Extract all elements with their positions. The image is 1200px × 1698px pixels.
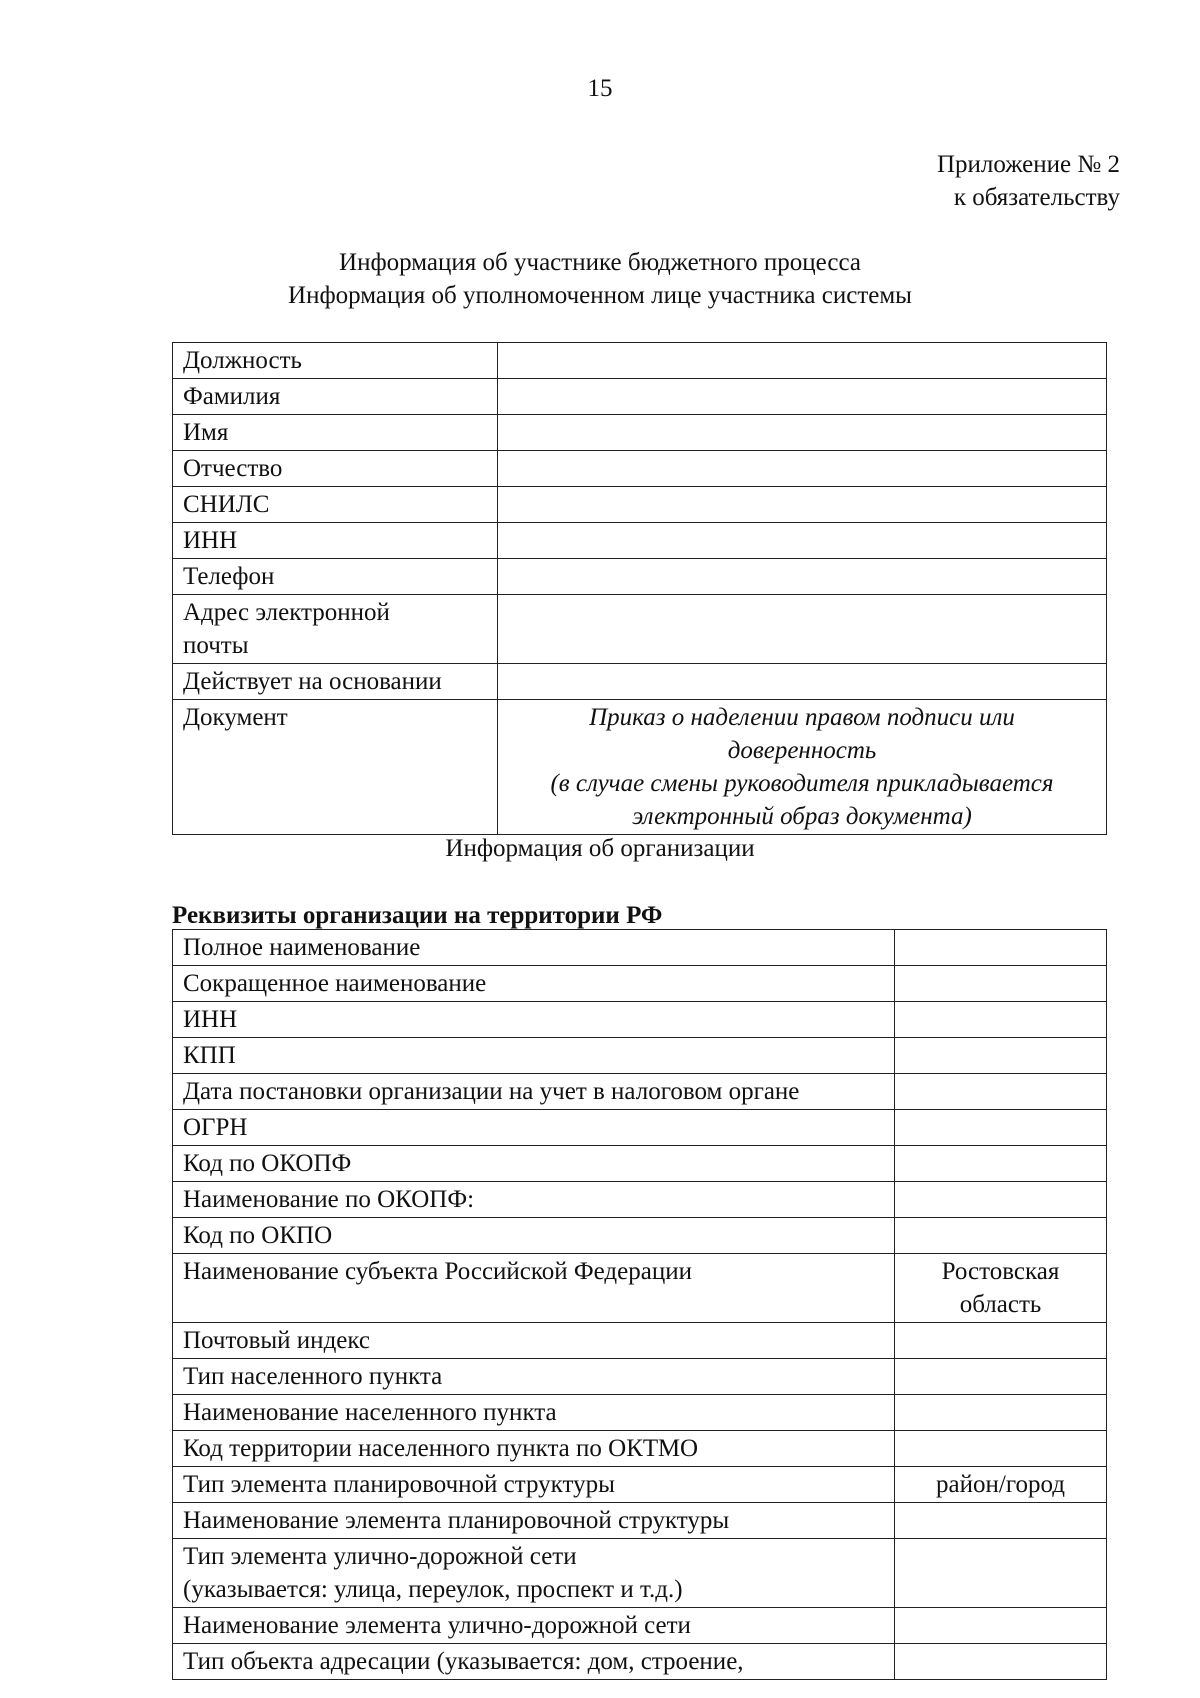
table-row: [173, 343, 1107, 379]
organization-requisites-table: [172, 929, 1107, 1680]
table-row: [173, 487, 1107, 523]
phone-value[interactable]: [498, 559, 1107, 595]
email-label-line-2: почты: [183, 632, 249, 659]
table-row: [173, 1644, 1107, 1680]
authorized-person-table: [172, 342, 1107, 835]
federal-subject-value-line-1: Ростовская: [941, 1258, 1060, 1285]
okpo-code-label: Код по ОКПО: [173, 1218, 895, 1254]
organization-info-title: Информация об организации: [445, 835, 755, 862]
snils-value[interactable]: [498, 487, 1107, 523]
street-element-type-label-line-1: Тип элемента улично-дорожной сети: [183, 1543, 577, 1570]
street-element-type-label: [173, 1539, 895, 1608]
kpp-label: КПП: [173, 1038, 895, 1074]
table-row: [173, 1323, 1107, 1359]
document-note-line-1: Приказ о наделении правом подписи или: [589, 704, 1015, 731]
patronymic-label: Отчество: [173, 451, 498, 487]
table-row: [173, 1218, 1107, 1254]
position-label: Должность: [173, 343, 498, 379]
table-row: [173, 1608, 1107, 1644]
document-label: Документ: [173, 700, 498, 835]
table-row: [173, 1074, 1107, 1110]
kpp-value[interactable]: [895, 1038, 1107, 1074]
okopf-code-value[interactable]: [895, 1146, 1107, 1182]
person-inn-label: ИНН: [173, 523, 498, 559]
planning-element-name-label: Наименование элемента планировочной структуры: [173, 1503, 895, 1539]
settlement-name-label: Наименование населенного пункта: [173, 1395, 895, 1431]
table-row: [173, 1038, 1107, 1074]
org-inn-value[interactable]: [895, 1002, 1107, 1038]
table-row: [173, 1467, 1107, 1503]
short-name-value[interactable]: [895, 966, 1107, 1002]
document-note-line-3: (в случае смены руководителя прикладывается: [550, 770, 1054, 797]
table-row: [173, 415, 1107, 451]
okopf-code-label: Код по ОКОПФ: [173, 1146, 895, 1182]
short-name-label: Сокращенное наименование: [173, 966, 895, 1002]
phone-label: Телефон: [173, 559, 498, 595]
street-element-name-value[interactable]: [895, 1608, 1107, 1644]
table-row: [173, 1359, 1107, 1395]
first-name-label: Имя: [173, 415, 498, 451]
snils-label: СНИЛС: [173, 487, 498, 523]
appendix-reference: [937, 148, 1120, 214]
okopf-name-value[interactable]: [895, 1182, 1107, 1218]
street-element-type-label-line-2: (указывается: улица, переулок, проспект и т.д.): [183, 1576, 683, 1603]
page-number: 15: [587, 75, 613, 102]
authorized-person-title: Информация об уполномоченном лице участника системы: [288, 282, 912, 309]
person-inn-value[interactable]: [498, 523, 1107, 559]
table-row: [173, 1002, 1107, 1038]
full-name-label: Полное наименование: [173, 930, 895, 966]
okpo-code-value[interactable]: [895, 1218, 1107, 1254]
table-row: [173, 379, 1107, 415]
settlement-type-label: Тип населенного пункта: [173, 1359, 895, 1395]
table-row: [173, 451, 1107, 487]
participant-heading: [0, 246, 1200, 312]
appendix-line-1: Приложение № 2: [936, 151, 1120, 178]
federal-subject-value[interactable]: [895, 1254, 1107, 1323]
street-element-type-value[interactable]: [895, 1539, 1107, 1608]
patronymic-value[interactable]: [498, 451, 1107, 487]
acting-basis-value[interactable]: [498, 664, 1107, 700]
full-name-value[interactable]: [895, 930, 1107, 966]
table-row: [173, 1110, 1107, 1146]
ogrn-value[interactable]: [895, 1110, 1107, 1146]
table-row: [173, 1503, 1107, 1539]
oktmo-code-label: Код территории населенного пункта по ОКТМО: [173, 1431, 895, 1467]
appendix-line-2: к обязательству: [953, 184, 1120, 211]
table-row: [173, 1254, 1107, 1323]
surname-value[interactable]: [498, 379, 1107, 415]
table-row: [173, 595, 1107, 664]
settlement-name-value[interactable]: [895, 1395, 1107, 1431]
table-row: [173, 523, 1107, 559]
surname-label: Фамилия: [173, 379, 498, 415]
okopf-name-label: Наименование по ОКОПФ:: [173, 1182, 895, 1218]
table-row: [173, 700, 1107, 835]
document-note-line-2: доверенность: [727, 737, 877, 764]
planning-element-type-label: Тип элемента планировочной структуры: [173, 1467, 895, 1503]
table-row: [173, 1146, 1107, 1182]
planning-element-name-value[interactable]: [895, 1503, 1107, 1539]
position-value[interactable]: [498, 343, 1107, 379]
org-requisites-title: Реквизиты организации на территории РФ: [172, 902, 663, 929]
postal-code-value[interactable]: [895, 1323, 1107, 1359]
table-row: [173, 559, 1107, 595]
planning-element-type-value[interactable]: район/город: [895, 1467, 1107, 1503]
tax-registration-date-label: Дата постановки организации на учет в налоговом органе: [173, 1074, 895, 1110]
table-row: [173, 966, 1107, 1002]
table-row: [173, 664, 1107, 700]
document-note: [498, 700, 1107, 835]
email-label: [173, 595, 498, 664]
postal-code-label: Почтовый индекс: [173, 1323, 895, 1359]
oktmo-code-value[interactable]: [895, 1431, 1107, 1467]
email-value[interactable]: [498, 595, 1107, 664]
document-note-line-4: электронный образ документа): [632, 803, 972, 830]
organization-heading: [0, 832, 1200, 865]
table-row: [173, 930, 1107, 966]
acting-basis-label: Действует на основании: [173, 664, 498, 700]
settlement-type-value[interactable]: [895, 1359, 1107, 1395]
first-name-value[interactable]: [498, 415, 1107, 451]
participant-info-title: Информация об участнике бюджетного процесса: [339, 249, 861, 276]
street-element-name-label: Наименование элемента улично-дорожной сети: [173, 1608, 895, 1644]
address-object-type-label: Тип объекта адресации (указывается: дом, строение,: [173, 1644, 895, 1680]
address-object-type-value[interactable]: [895, 1644, 1107, 1680]
tax-registration-date-value[interactable]: [895, 1074, 1107, 1110]
federal-subject-value-line-2: область: [959, 1291, 1042, 1318]
federal-subject-label: Наименование субъекта Российской Федерации: [173, 1254, 895, 1323]
org-inn-label: ИНН: [173, 1002, 895, 1038]
email-label-line-1: Адрес электронной: [183, 599, 390, 626]
table-row: [173, 1539, 1107, 1608]
ogrn-label: ОГРН: [173, 1110, 895, 1146]
table-row: [173, 1182, 1107, 1218]
table-row: [173, 1431, 1107, 1467]
table-row: [173, 1395, 1107, 1431]
